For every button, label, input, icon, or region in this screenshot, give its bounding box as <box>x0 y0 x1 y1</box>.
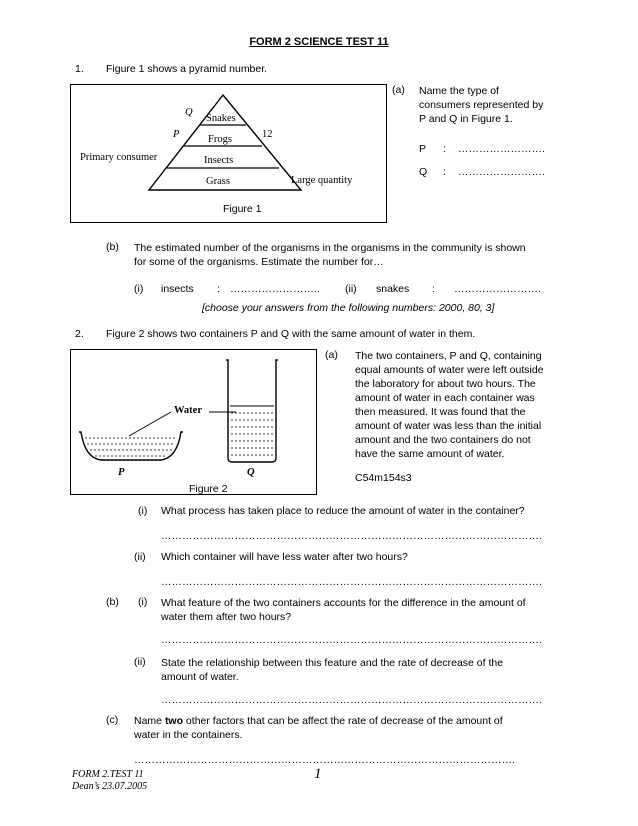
q2c-text: Name two other factors that can be affect the rate of decrease of the amount of water in the containers. <box>134 715 503 741</box>
q1b-ii-label: (ii) <box>345 283 357 295</box>
q2b-label: (b) <box>106 596 119 608</box>
q1a-q-colon: : <box>443 166 446 178</box>
page-title: FORM 2 SCIENCE TEST 11 <box>249 36 389 48</box>
figure-2-box <box>70 349 317 495</box>
q2b-i-text: What feature of the two containers accounts for the difference in the amount of water them after two hours? <box>161 597 526 623</box>
container-p-label: P <box>118 467 125 478</box>
q2a-i-answer-line[interactable]: ………………………………………………………………………………………………. <box>161 530 542 542</box>
q2c-answer-line[interactable]: ………………………………………………………………………………………………. <box>134 754 515 766</box>
q2-stem: Figure 2 shows two containers P and Q with the same amount of water in them. <box>106 328 476 340</box>
level-grass: Grass <box>206 176 230 187</box>
footer-left <box>72 769 147 793</box>
q1b-text: The estimated number of the organisms in the organisms in the community is shown for some of the organisms. Estimate the number for… <box>134 242 526 268</box>
q2a-ii-answer-line[interactable]: ………………………………………………………………………………………………. <box>161 576 542 588</box>
label-q: Q <box>185 107 193 118</box>
q2a-ii-text: Which container will have less water after two hours? <box>161 551 408 563</box>
q1b-i-colon: : <box>217 283 220 295</box>
container-q-label: Q <box>247 467 255 478</box>
page-number: 1 <box>314 766 322 782</box>
label-p: P <box>173 129 180 140</box>
label-primary-consumer: Primary consumer <box>80 152 158 163</box>
q2b-i-label: (i) <box>138 596 148 608</box>
figure-1-box <box>70 84 387 223</box>
q2a-i-text: What process has taken place to reduce the amount of water in the container? <box>161 505 525 517</box>
level-frogs: Frogs <box>208 134 232 145</box>
q2c-label: (c) <box>106 714 119 726</box>
q2-number: 2. <box>75 328 84 340</box>
q1b-choose-note: [choose your answers from the following numbers: 2000, 80, 3] <box>202 302 495 314</box>
water-label: Water <box>174 405 202 416</box>
q1a-p-colon: : <box>443 143 446 155</box>
q2c-bold-two: two <box>164 715 184 727</box>
q1b-ii-colon: : <box>432 283 435 295</box>
q1b-i-label: (i) <box>134 283 144 295</box>
q2a-label: (a) <box>325 349 338 361</box>
footer-test-name: FORM 2.TEST 11 <box>72 769 144 780</box>
q2b-ii-text: State the relationship between this feature and the rate of decrease of the amount of water. <box>161 657 504 683</box>
q1-stem: Figure 1 shows a pyramid number. <box>106 63 268 75</box>
label-large-quantity: Large quantity <box>291 175 353 186</box>
q2b-i-answer-line[interactable]: ………………………………………………………………………………………………. <box>161 634 542 646</box>
q1a-q-label: Q <box>419 166 428 178</box>
q2b-ii-label: (ii) <box>134 656 146 668</box>
q1b-ii-answer-blank[interactable]: ……………………. <box>454 283 541 295</box>
figure-1-caption: Figure 1 <box>223 203 262 215</box>
figure-2-caption: Figure 2 <box>189 483 228 495</box>
q2a-i-label: (i) <box>138 505 148 517</box>
q2a-text: The two containers, P and Q, containing equal amounts of water were left outside the laboratory for about two hours. The amount of water in each container was then measured. It was found that the amount of water was less than the initial amount and the two containers do not have the same amount of water. <box>355 350 544 460</box>
q2b-ii-answer-line[interactable]: ………………………………………………………………………………………………. <box>161 694 542 706</box>
q2a-ii-label: (ii) <box>134 551 146 563</box>
q1a-p-label: P <box>419 143 427 155</box>
level-snakes: Snakes <box>206 113 236 124</box>
footer-author-date: Dean’s 23.07.2005 <box>72 781 148 792</box>
label-12: 12 <box>262 129 273 140</box>
q1a-p-answer-blank[interactable]: ……………………. <box>458 143 545 155</box>
q1b-label: (b) <box>106 241 119 253</box>
q1b-i-text: insects <box>161 283 194 295</box>
q2a-code: C54m154s3 <box>355 472 412 484</box>
containers-figure <box>71 350 316 494</box>
q1b-i-answer-blank[interactable]: …………………….. <box>230 283 320 295</box>
q1a-text: Name the type of consumers represented by P and Q in Figure 1. <box>419 85 544 125</box>
q1b-ii-text: snakes <box>376 283 410 295</box>
q1-number: 1. <box>75 63 84 75</box>
q1a-q-answer-blank[interactable]: ……………………. <box>458 166 545 178</box>
level-insects: Insects <box>204 155 234 166</box>
q1a-label: (a) <box>392 84 405 96</box>
